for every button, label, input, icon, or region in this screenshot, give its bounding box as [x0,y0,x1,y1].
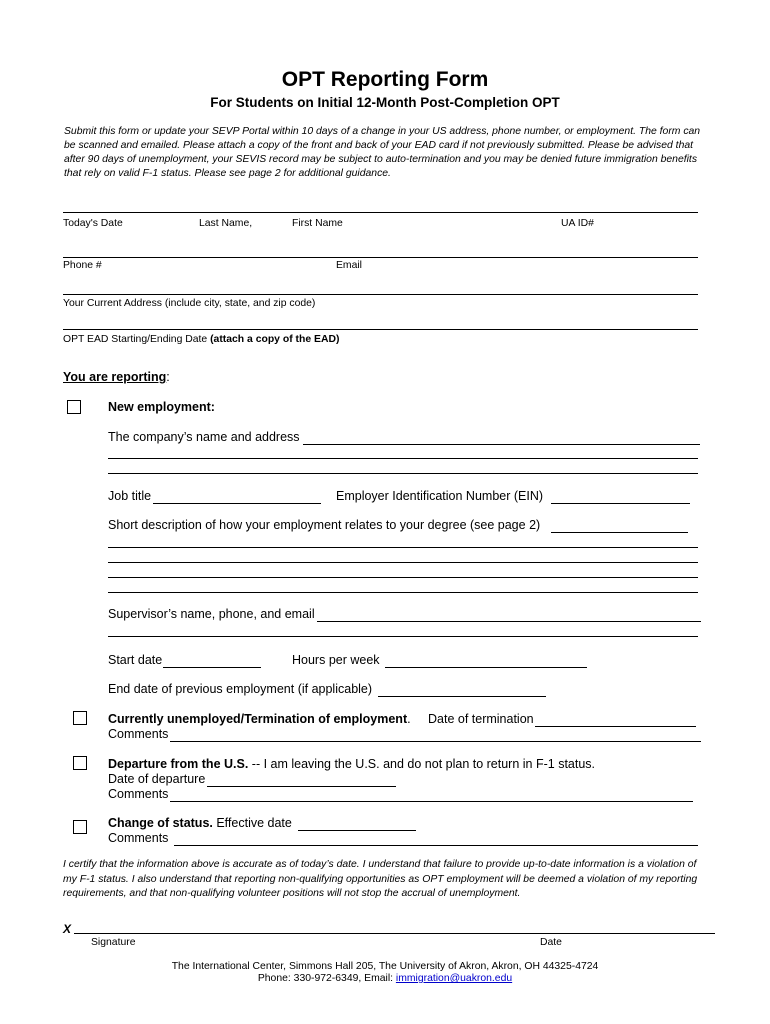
job-title-label: Job title [108,489,152,503]
change-status-comments-line[interactable] [174,845,698,846]
last-name-label: Last Name, [199,218,253,229]
supervisor-label: Supervisor’s name, phone, and email [108,607,315,621]
company-label: The company’s name and address [108,430,300,444]
description-line-3[interactable] [108,562,698,563]
supervisor-line-2[interactable] [108,636,698,637]
job-title-line[interactable] [153,503,321,504]
ein-label: Employer Identification Number (EIN) [336,489,544,503]
end-previous-label: End date of previous employment (if applicable) [108,682,373,696]
ead-dates-label: OPT EAD Starting/Ending Date (attach a copy of the EAD) [63,334,340,345]
field-line-address[interactable] [63,294,698,295]
company-line-1[interactable] [303,444,700,445]
description-line-4[interactable] [108,577,698,578]
field-line-ead[interactable] [63,329,698,330]
new-employment-label: New employment: [108,400,215,414]
certification-paragraph: I certify that the information above is accurate as of today’s date. I understand that failure to provide up-to-date information is a violation of my F-1 status. I also understand that reporting non-qualifying opportunities as OPT employment will be deemed a violation of my reporting requirements, and that non-qualifying volunteer positions will not stop the accrual of unemployment. [63,859,698,899]
change-status-checkbox[interactable] [73,820,87,834]
footer-contact: Phone: 330-972-6349, Email: immigration@uakron.edu [257,973,513,984]
departure-label: Departure from the U.S. -- I am leaving the U.S. and do not plan to return in F-1 status. [108,757,596,771]
effective-date-line[interactable] [298,830,416,831]
end-previous-line[interactable] [378,696,546,697]
signature-label: Signature [91,937,136,948]
address-label: Your Current Address (include city, state, and zip code) [63,298,316,309]
field-line-phone[interactable] [63,257,698,258]
signature-x-mark: X [63,922,72,936]
footer-address: The International Center, Simmons Hall 205, The University of Akron, Akron, OH 44325-4724 [171,961,599,972]
description-label: Short description of how your employment relates to your degree (see page 2) [108,518,541,532]
change-status-label: Change of status. Effective date [108,816,292,830]
unemployed-label: Currently unemployed/Termination of employment. [108,712,411,726]
ein-line[interactable] [551,503,690,504]
unemployed-checkbox[interactable] [73,711,87,725]
unemployed-comments-label: Comments [108,727,169,741]
description-line-5[interactable] [108,592,698,593]
hours-line[interactable] [385,667,587,668]
form-subtitle: For Students on Initial 12-Month Post-Completion OPT [210,95,560,110]
departure-date-line[interactable] [207,786,396,787]
change-status-comments-label: Comments [108,831,169,845]
intro-paragraph: Submit this form or update your SEVP Portal within 10 days of a change in your US address, phone number, or employment. The form can be scanned and emailed. Please attach a copy of the front and back of your EAD card if not previously submitted. Please be advised that after 90 days of unemployment, your SEVIS record may be subject to auto-termination and you may be denied future immigration benefits that rely on valid F-1 status. Please see page 2 for additional guidance. [64,126,701,179]
start-date-label: Start date [108,653,163,667]
departure-checkbox[interactable] [73,756,87,770]
departure-date-label: Date of departure [108,772,206,786]
field-line-top[interactable] [63,212,698,213]
new-employment-checkbox[interactable] [67,400,81,414]
termination-date-label: Date of termination [428,712,534,726]
termination-date-line[interactable] [535,726,696,727]
company-line-3[interactable] [108,473,698,474]
departure-comments-line[interactable] [170,801,693,802]
unemployed-comments-line[interactable] [170,741,701,742]
date-label: Date [540,937,562,948]
todays-date-label: Today's Date [63,218,123,229]
company-line-2[interactable] [108,458,698,459]
departure-comments-label: Comments [108,787,169,801]
ua-id-label: UA ID# [561,218,594,229]
footer-email-link[interactable]: immigration@uakron.edu [395,973,513,984]
description-line-1[interactable] [551,532,688,533]
hours-label: Hours per week [292,653,380,667]
supervisor-line-1[interactable] [317,621,701,622]
reporting-heading: You are reporting: [63,370,170,384]
description-line-2[interactable] [108,547,698,548]
start-date-line[interactable] [163,667,261,668]
form-title: OPT Reporting Form [281,68,489,91]
email-label: Email [336,260,362,271]
phone-label: Phone # [63,260,102,271]
signature-line[interactable] [74,933,715,934]
first-name-label: First Name [292,218,343,229]
